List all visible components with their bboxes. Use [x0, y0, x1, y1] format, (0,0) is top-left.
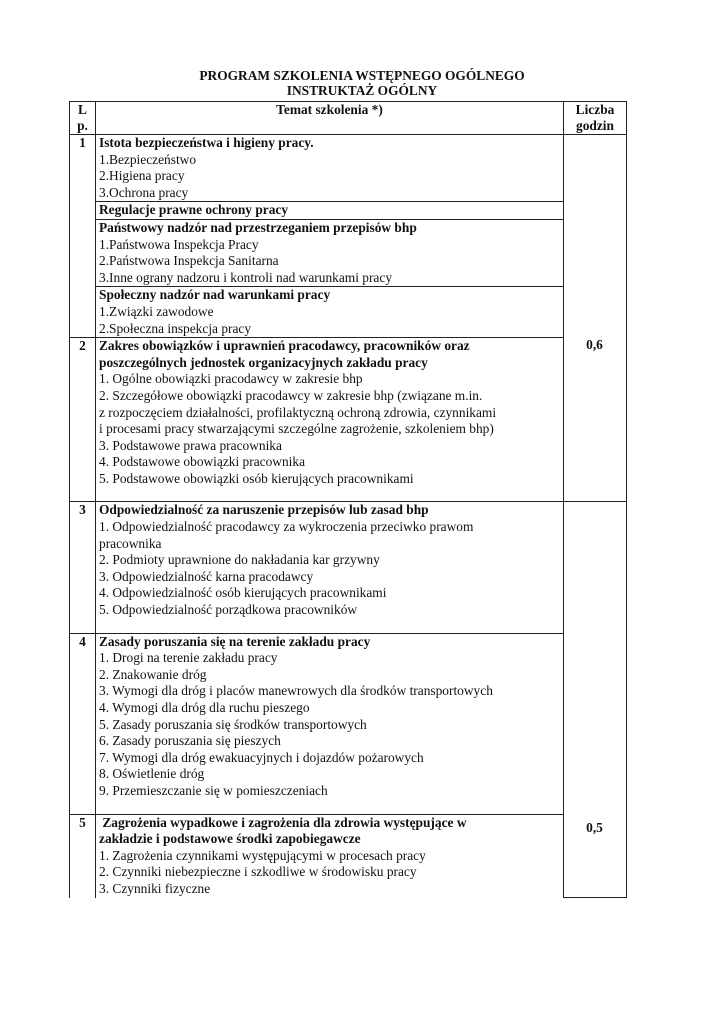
- topic-cell: [96, 135, 564, 202]
- topic-item: 2. Szczegółowe obowiązki pracodawcy w zakresie bhp (związane m.in.: [99, 387, 483, 403]
- topic-title: Regulacje prawne ochrony pracy: [99, 202, 289, 218]
- topic-item: 4. Odpowiedzialność osób kierujących pracownikami: [99, 585, 387, 601]
- topic-item: 4. Podstawowe obowiązki pracownika: [99, 454, 306, 470]
- topic-cell: [96, 338, 564, 502]
- topic-item: 2.Państwowa Inspekcja Sanitarna: [99, 253, 279, 269]
- table-row: [70, 135, 627, 202]
- topic-item: 3.Inne ograny nadzoru i kontroli nad warunkami pracy: [99, 269, 393, 285]
- topic-title: Odpowiedzialność za naruszenie przepisów lub zasad bhp: [99, 502, 429, 518]
- topic-item: 8. Oświetlenie dróg: [99, 766, 205, 782]
- topic-item: pracownika: [99, 535, 162, 551]
- document-heading: [0, 68, 724, 98]
- topic-item: 5. Odpowiedzialność porządkowa pracowników: [99, 602, 358, 618]
- hours-label-group-2: 0,6: [586, 337, 603, 352]
- header-row: [70, 102, 627, 135]
- spacer: [99, 619, 560, 633]
- header-hours-line-2: godzin: [576, 118, 614, 133]
- topic-item: 2. Znakowanie dróg: [99, 666, 207, 682]
- topic-title: Istota bezpieczeństwa i higieny pracy.: [99, 135, 314, 150]
- topic-item: 5. Zasady poruszania się środków transportowych: [99, 716, 367, 732]
- row-number: 1: [70, 135, 96, 338]
- title-line-2: INSTRUKTAŻ OGÓLNY: [286, 83, 438, 98]
- topic-title-line: zakładzie i podstawowe środki zapobiegawcze: [99, 831, 361, 847]
- training-program-table: [69, 101, 627, 898]
- table-row: [70, 219, 627, 286]
- table-row: [70, 814, 627, 897]
- topic-cell: [96, 219, 564, 286]
- spacer: [99, 487, 560, 501]
- title-line-1: PROGRAM SZKOLENIA WSTĘPNEGO OGÓLNEGO: [199, 68, 525, 83]
- topic-title: Społeczny nadzór nad warunkami pracy: [99, 287, 331, 303]
- topic-item: 5. Podstawowe obowiązki osób kierujących pracownikami: [99, 470, 414, 486]
- topic-item: 1.Związki zawodowe: [99, 303, 214, 319]
- topic-item: z rozpoczęciem działalności, profilaktyczną ochroną zdrowia, czynnikami: [99, 404, 497, 420]
- topic-item: 1. Drogi na terenie zakładu pracy: [99, 650, 278, 666]
- hours-cell: [564, 135, 627, 502]
- topic-item: 7. Wymogi dla dróg ewakuacyjnych i dojazdów pożarowych: [99, 749, 424, 765]
- topic-title-line: Zakres obowiązków i uprawnień pracodawcy, pracowników oraz: [99, 338, 470, 354]
- topic-item: 1.Bezpieczeństwo: [99, 151, 197, 167]
- row-number: 5: [70, 814, 96, 897]
- topic-title-line: poszczególnych jednostek organizacyjnych zakładu pracy: [99, 354, 428, 370]
- header-hours-line-1: Liczba: [575, 102, 615, 117]
- row-number: 2: [70, 338, 96, 502]
- topic-cell: [96, 502, 564, 633]
- topic-item: 3.Ochrona pracy: [99, 184, 189, 200]
- topic-cell: [96, 814, 564, 897]
- topic-cell: [96, 287, 564, 338]
- topic-item: 6. Zasady poruszania się pieszych: [99, 733, 281, 749]
- table-row: [70, 202, 627, 220]
- header-hours: [564, 102, 627, 135]
- topic-item: 1.Państwowa Inspekcja Pracy: [99, 236, 259, 252]
- topic-title: Zasady poruszania się na terenie zakładu pracy: [99, 633, 371, 649]
- header-lp-line-1: L: [78, 102, 87, 117]
- topic-item: 2.Higiena pracy: [99, 168, 185, 184]
- header-topic: Temat szkolenia *): [96, 102, 564, 135]
- topic-title: Państwowy nadzór nad przestrzeganiem przepisów bhp: [99, 219, 417, 235]
- topic-item: 3. Wymogi dla dróg i placów manewrowych dla środków transportowych: [99, 683, 493, 699]
- topic-cell: [96, 202, 564, 220]
- header-lp: [70, 102, 96, 135]
- topic-item: 1. Odpowiedzialność pracodawcy za wykroczenia przeciwko prawom: [99, 519, 474, 535]
- table-row: [70, 287, 627, 338]
- topic-item: 1. Zagrożenia czynnikami występującymi w procesach pracy: [99, 847, 426, 863]
- topic-title-line: Zagrożenia wypadkowe i zagrożenia dla zdrowia występujące w: [99, 814, 467, 830]
- hours-cell: [564, 502, 627, 898]
- table-row: [70, 633, 627, 814]
- row-number: 4: [70, 633, 96, 814]
- topic-item: 9. Przemieszczanie się w pomieszczeniach: [99, 782, 328, 798]
- table-row: [70, 338, 627, 502]
- topic-cell: [96, 633, 564, 814]
- topic-item: i procesami pracy stwarzającymi szczególne zagrożenie, szkoleniem bhp): [99, 421, 494, 437]
- hours-label-group-5: 0,5: [586, 820, 603, 835]
- row-number: 3: [70, 502, 96, 633]
- spacer: [99, 800, 560, 814]
- topic-item: 3. Podstawowe prawa pracownika: [99, 437, 282, 453]
- topic-item: 1. Ogólne obowiązki pracodawcy w zakresie bhp: [99, 371, 363, 387]
- topic-item: 2.Społeczna inspekcja pracy: [99, 320, 252, 336]
- topic-item: 2. Czynniki niebezpieczne i szkodliwe w środowisku pracy: [99, 864, 417, 880]
- header-lp-line-2: p.: [77, 118, 88, 133]
- topic-item: 3. Odpowiedzialność karna pracodawcy: [99, 568, 314, 584]
- topic-item: 3. Czynniki fizyczne: [99, 880, 211, 896]
- topic-item: 4. Wymogi dla dróg dla ruchu pieszego: [99, 700, 310, 715]
- topic-item: 2. Podmioty uprawnione do nakładania kar grzywny: [99, 552, 380, 568]
- table-row: [70, 502, 627, 633]
